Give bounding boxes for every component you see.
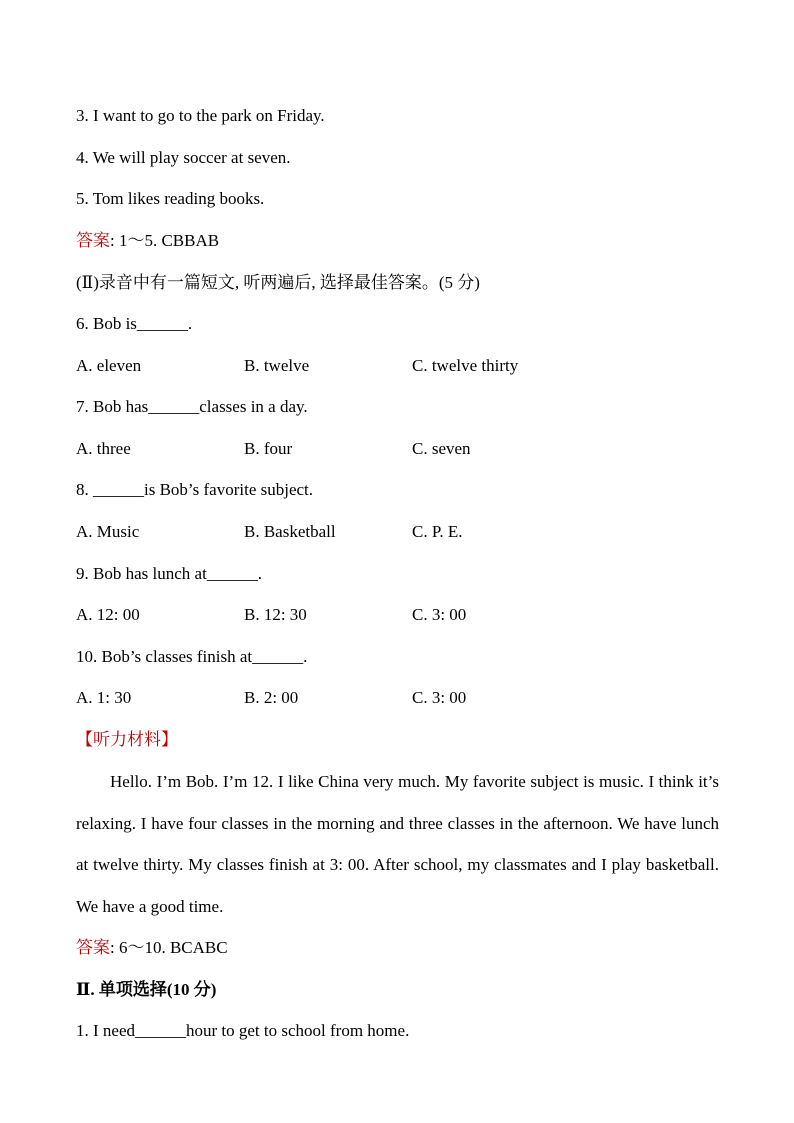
question-9-stem: 9. Bob has lunch at______. — [76, 564, 263, 583]
listening-material-heading: 【听力材料】 — [76, 730, 178, 749]
section-2-instruction: (Ⅱ)录音中有一篇短文, 听两遍后, 选择最佳答案。(5 分) — [76, 273, 480, 292]
question-6-option-a: A. eleven — [76, 356, 142, 375]
multiple-choice-question-1: 1. I need______hour to get to school from home. — [76, 1021, 410, 1040]
question-6-stem: 6. Bob is______. — [76, 314, 193, 333]
question-7-option-c: C. seven — [412, 439, 471, 458]
question-8-option-c: C. P. E. — [412, 522, 463, 541]
question-8-option-a: A. Music — [76, 522, 140, 541]
question-10-stem: 10. Bob’s classes finish at______. — [76, 647, 308, 666]
section-heading: Ⅱ. 单项选择(10 分) — [76, 980, 217, 999]
answer-label: 答案 — [76, 938, 110, 957]
listening-item-5: 5. Tom likes reading books. — [76, 189, 265, 208]
answer-label: 答案 — [76, 231, 110, 250]
question-8-option-b: B. Basketball — [244, 522, 336, 541]
question-9-option-c: C. 3: 00 — [412, 605, 467, 624]
question-7-option-a: A. three — [76, 439, 131, 458]
question-9-option-a: A. 12: 00 — [76, 605, 140, 624]
question-7-option-b: B. four — [244, 439, 293, 458]
question-6-option-b: B. twelve — [244, 356, 310, 375]
answer-text: : 6～10. BCABC — [110, 938, 228, 957]
listening-item-4: 4. We will play soccer at seven. — [76, 148, 291, 167]
listening-item-3: 3. I want to go to the park on Friday. — [76, 106, 325, 125]
question-6-option-c: C. twelve thirty — [412, 356, 519, 375]
question-7-stem: 7. Bob has______classes in a day. — [76, 397, 308, 416]
question-10-option-a: A. 1: 30 — [76, 688, 132, 707]
question-10-option-b: B. 2: 00 — [244, 688, 299, 707]
listening-material-text: Hello. I’m Bob. I’m 12. I like China very much. My favorite subject is music. I think it’s relaxing. I have four classes in the morning and three classes in the afternoon. We have lunch at twelve thirty. My classes finish at 3: 00. After school, my classmates and I play basketball. We have a good time. — [76, 772, 719, 916]
question-8-stem: 8. ______is Bob’s favorite subject. — [76, 480, 314, 499]
answer-text: : 1～5. CBBAB — [110, 231, 220, 250]
answer-line-1 — [76, 230, 219, 252]
question-10-option-c: C. 3: 00 — [412, 688, 467, 707]
question-9-option-b: B. 12: 30 — [244, 605, 307, 624]
answer-line-2 — [76, 937, 228, 959]
